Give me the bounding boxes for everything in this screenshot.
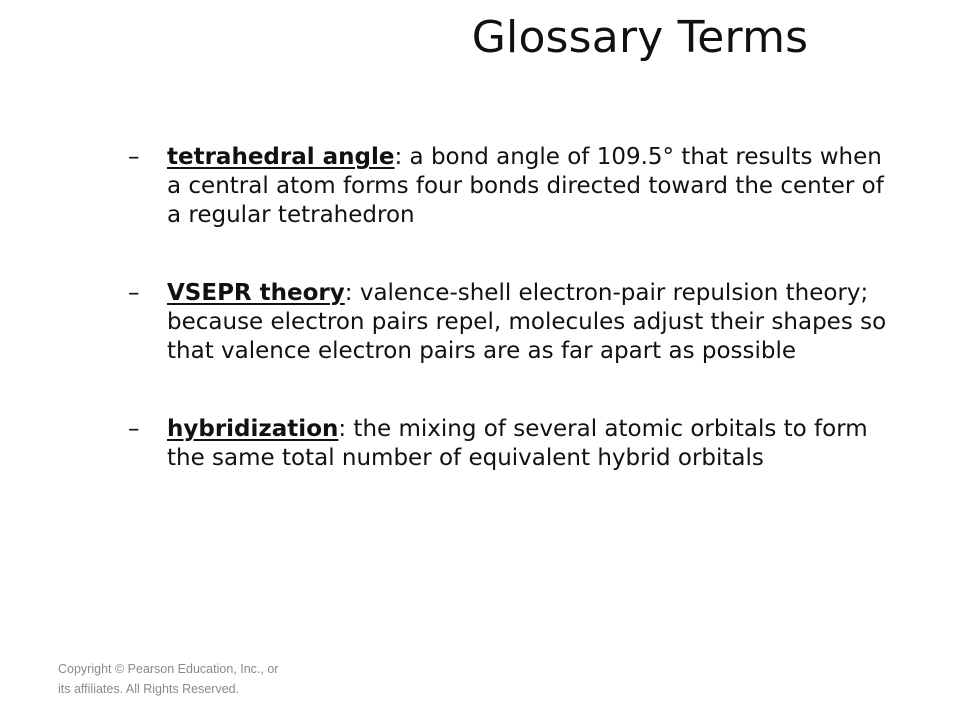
term-separator: : xyxy=(338,416,347,442)
dash-bullet: – xyxy=(128,144,140,170)
glossary-item-hybridization xyxy=(128,415,888,473)
slide-title-text: Glossary Terms xyxy=(471,12,809,63)
glossary-term: tetrahedral angle xyxy=(167,144,395,170)
glossary-term-list xyxy=(128,143,888,522)
glossary-item-vsepr-theory xyxy=(128,279,888,366)
term-separator: : xyxy=(344,280,353,306)
slide-title xyxy=(0,10,960,66)
glossary-term: hybridization xyxy=(167,416,339,442)
term-separator: : xyxy=(394,144,403,170)
glossary-definition: valence-shell electron-pair repulsion theory; because electron pairs repel, molecules adjust their shapes so that valence electron pairs are as far apart as possible xyxy=(167,280,887,364)
glossary-item-tetrahedral-angle xyxy=(128,143,888,230)
glossary-definition: the mixing of several atomic orbitals to form the same total number of equivalent hybrid orbitals xyxy=(167,416,868,471)
copyright-notice: Copyright © Pearson Education, Inc., or its affiliates. All Rights Reserved. xyxy=(58,662,279,696)
dash-bullet: – xyxy=(128,416,140,442)
glossary-term: VSEPR theory xyxy=(167,280,345,306)
dash-bullet: – xyxy=(128,280,140,306)
glossary-definition: a bond angle of 109.5° that results when a central atom forms four bonds directed toward the center of a regular tetrahedron xyxy=(167,144,884,228)
